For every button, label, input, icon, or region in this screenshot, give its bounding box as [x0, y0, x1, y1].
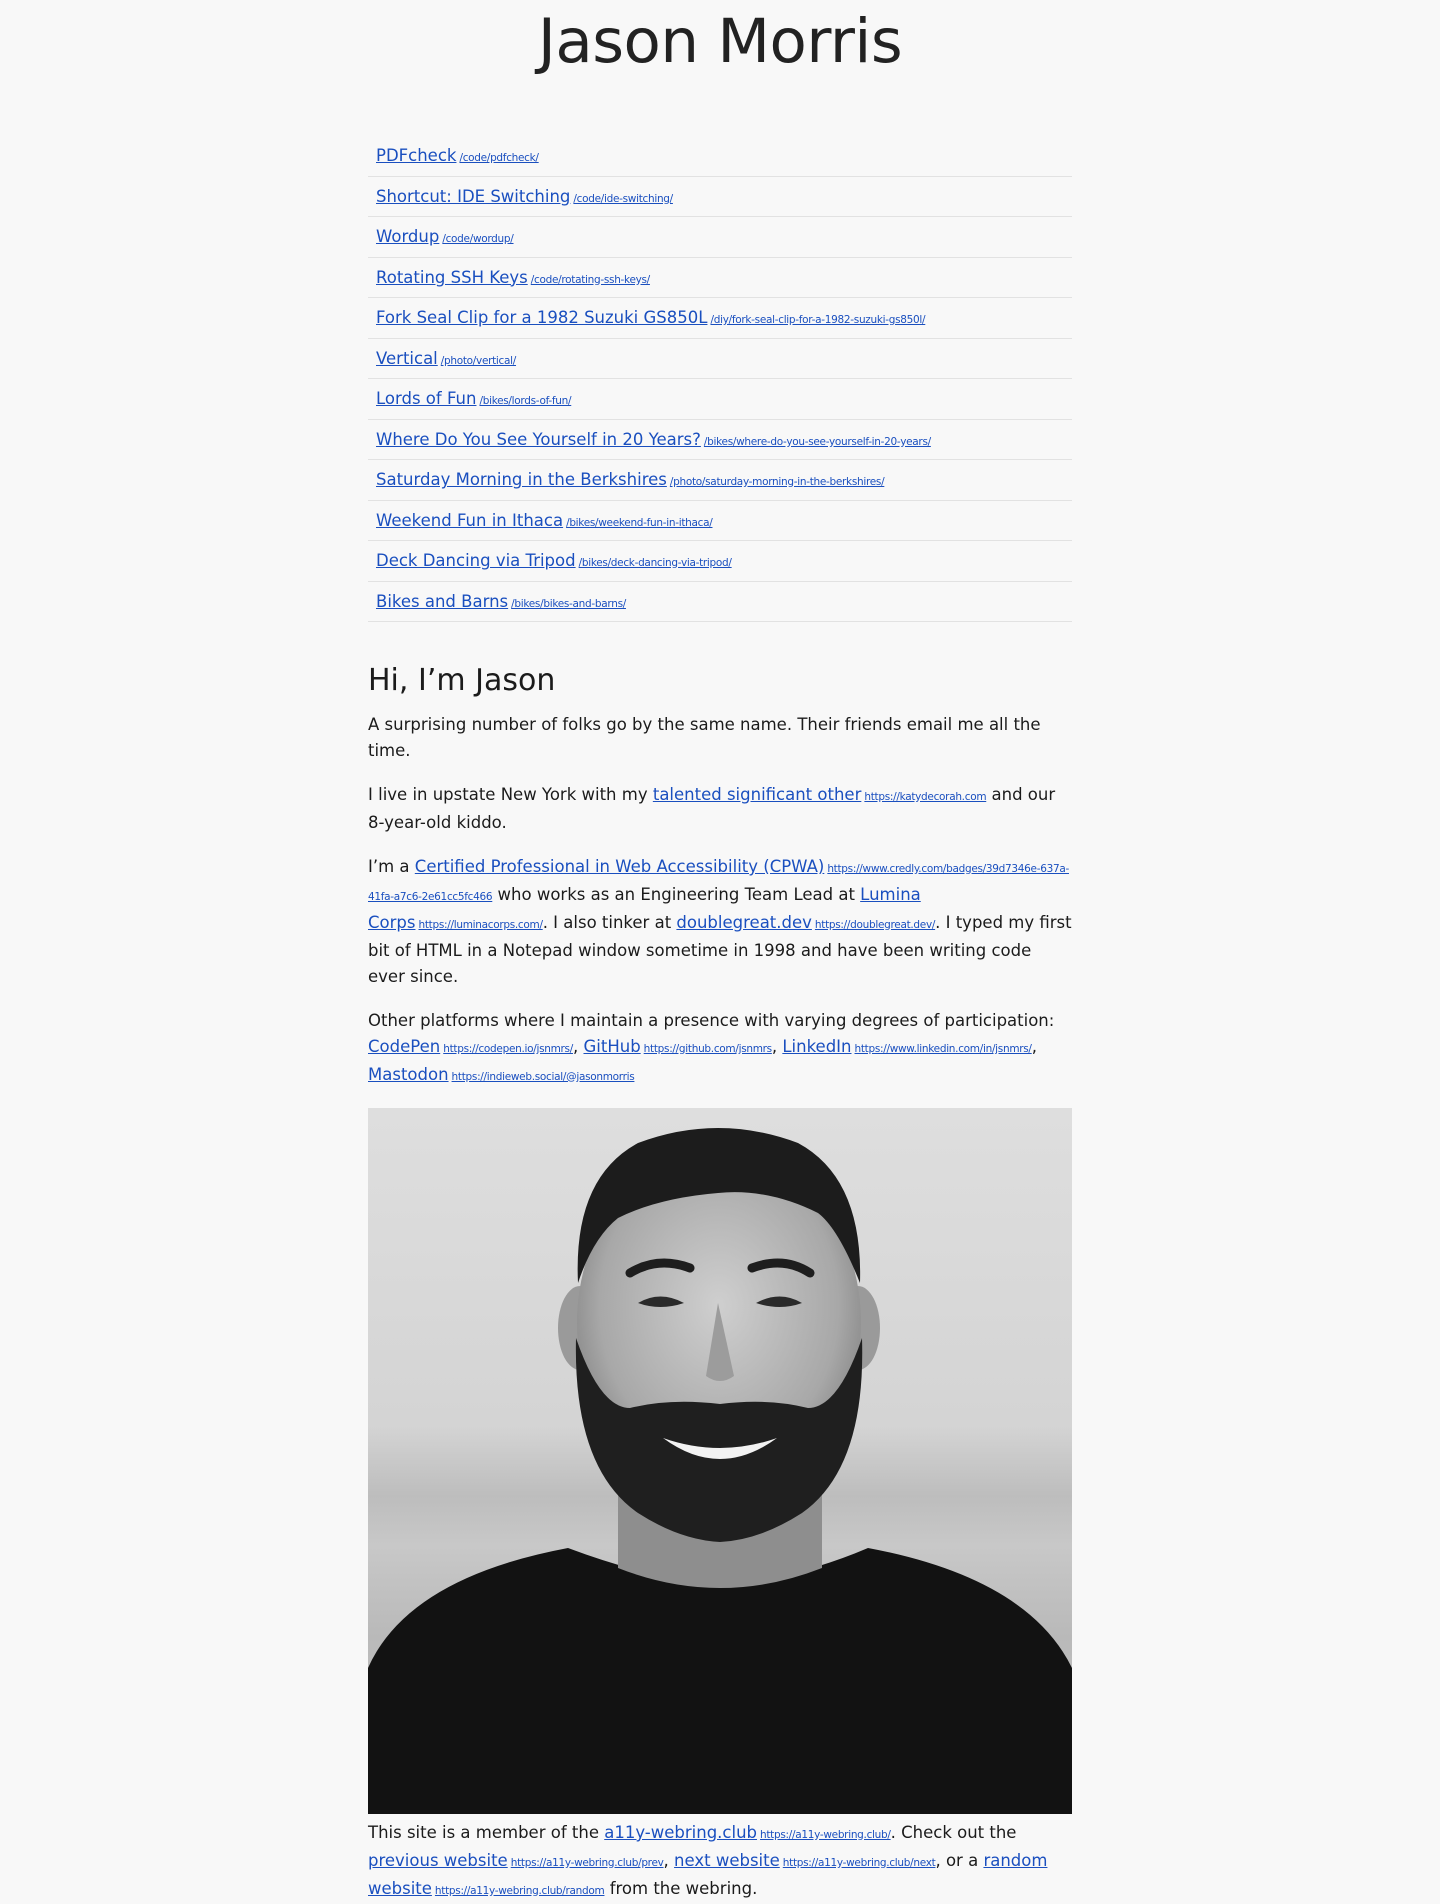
text: This site is a member of the: [368, 1823, 605, 1842]
link-text: talented significant other: [652, 785, 862, 804]
text: I’m a: [368, 857, 415, 876]
post-url: /bikes/lords-of-fun/: [479, 395, 572, 408]
post-link[interactable]: [376, 389, 571, 408]
post-url: /photo/saturday-morning-in-the-berkshires/: [669, 476, 885, 489]
post-url: /code/wordup/: [442, 233, 514, 246]
page: [368, 0, 1072, 1904]
post-link[interactable]: [376, 227, 514, 246]
intro-paragraph: A surprising number of folks go by the same name. Their friends email me all the time.: [368, 715, 1041, 760]
link-text: doublegreat.dev: [676, 913, 812, 932]
mastodon-link[interactable]: [368, 1065, 634, 1084]
link-text: CodePen: [368, 1037, 441, 1056]
text: who works as an Engineering Team Lead at: [492, 885, 861, 904]
post-link[interactable]: [376, 146, 539, 165]
text: . Check out the: [890, 1823, 1017, 1842]
github-link[interactable]: [583, 1037, 771, 1056]
post-url: /code/pdfcheck/: [459, 152, 539, 165]
post-url: /bikes/where-do-you-see-yourself-in-20-years/: [703, 435, 931, 448]
post-title: Weekend Fun in Ithaca: [376, 510, 564, 530]
link-url: https://a11y-webring.club/next: [782, 1857, 936, 1869]
list-item: [368, 258, 1072, 299]
post-title: Shortcut: IDE Switching: [376, 186, 571, 206]
list-item: [368, 136, 1072, 177]
link-text: Lumina Corps: [368, 885, 921, 932]
text: . I also tinker at: [542, 913, 677, 932]
post-title: Fork Seal Clip for a 1982 Suzuki GS850L: [376, 308, 708, 328]
post-url: /bikes/bikes-and-barns/: [511, 597, 626, 610]
previous-website-link[interactable]: [368, 1851, 664, 1870]
post-url: /diy/fork-seal-clip-for-a-1982-suzuki-gs850l/: [710, 314, 926, 327]
list-item: [368, 177, 1072, 218]
doublegreat-link[interactable]: [676, 913, 935, 932]
link-text: previous website: [368, 1851, 508, 1870]
link-url: https://luminacorps.com/: [418, 919, 543, 931]
list-item: [368, 217, 1072, 258]
post-list: [368, 136, 1072, 622]
post-title: Vertical: [376, 348, 438, 368]
link-text: random website: [368, 1851, 1048, 1898]
post-title: Rotating SSH Keys: [376, 267, 528, 287]
link-text: a11y-webring.club: [604, 1823, 758, 1842]
text: Other platforms where I maintain a presence with varying degrees of participation:: [368, 1011, 1055, 1030]
link-url: https://www.linkedin.com/in/jsnmrs/: [854, 1043, 1032, 1055]
post-title: PDFcheck: [376, 146, 457, 166]
site-title: Jason Morris: [537, 6, 903, 77]
separator: ,: [572, 1037, 584, 1056]
list-item: [368, 298, 1072, 339]
link-url: https://www.credly.com/badges/39d7346e-637a-41fa-a7c6-2e61cc5fc466: [368, 863, 1069, 903]
text: I live in upstate New York with my: [368, 785, 653, 804]
work-paragraph: [368, 854, 1072, 990]
list-item: [368, 339, 1072, 380]
post-link[interactable]: [376, 187, 673, 206]
post-url: /code/rotating-ssh-keys/: [530, 273, 650, 286]
post-url: /code/ide-switching/: [573, 192, 673, 205]
post-title: Deck Dancing via Tripod: [376, 551, 576, 571]
link-url: https://a11y-webring.club/random: [434, 1885, 605, 1897]
post-title: Lords of Fun: [376, 389, 477, 409]
list-item: [368, 501, 1072, 542]
text: ,: [663, 1851, 675, 1870]
codepen-link[interactable]: [368, 1037, 573, 1056]
link-text: next website: [674, 1851, 780, 1870]
post-link[interactable]: [376, 430, 931, 449]
link-url: https://indieweb.social/@jasonmorris: [451, 1071, 635, 1083]
platforms-paragraph: [368, 1008, 1072, 1090]
list-item: [368, 541, 1072, 582]
text: . I typed my first bit of HTML in a Notepad window sometime in 1998 and have been writing code ever since.: [368, 913, 1072, 986]
text: from the webring.: [604, 1879, 758, 1898]
partner-link[interactable]: [653, 785, 986, 804]
post-title: Where Do You See Yourself in 20 Years?: [376, 429, 701, 449]
portrait-photo: [368, 1108, 1072, 1814]
post-url: /bikes/deck-dancing-via-tripod/: [578, 557, 732, 570]
post-link[interactable]: [376, 551, 732, 570]
post-title: Bikes and Barns: [376, 591, 509, 611]
linkedin-link[interactable]: [782, 1037, 1031, 1056]
post-url: /bikes/weekend-fun-in-ithaca/: [566, 516, 713, 529]
link-url: https://a11y-webring.club/prev: [510, 1857, 664, 1869]
separator: ,: [1031, 1037, 1037, 1056]
text: , or a: [935, 1851, 984, 1870]
link-url: https://doublegreat.dev/: [814, 919, 936, 931]
list-item: [368, 379, 1072, 420]
webring-paragraph: [368, 1820, 1072, 1904]
link-url: https://github.com/jsnmrs: [643, 1043, 772, 1055]
post-link[interactable]: [376, 470, 884, 489]
webring-link[interactable]: [604, 1823, 890, 1842]
post-link[interactable]: [376, 308, 925, 327]
post-title: Saturday Morning in the Berkshires: [376, 470, 667, 490]
link-url: https://codepen.io/jsnmrs/: [443, 1043, 573, 1055]
link-url: https://katydecorah.com: [864, 791, 987, 803]
post-title: Wordup: [376, 227, 440, 247]
link-text: Mastodon: [368, 1065, 449, 1084]
post-link[interactable]: [376, 511, 712, 530]
link-url: https://a11y-webring.club/: [760, 1829, 891, 1841]
home-paragraph: [368, 782, 1072, 836]
separator: ,: [771, 1037, 783, 1056]
post-link[interactable]: [376, 592, 626, 611]
link-text: GitHub: [583, 1037, 641, 1056]
text: and our 8-year-old kiddo.: [368, 785, 1056, 832]
list-item: [368, 420, 1072, 461]
list-item: [368, 460, 1072, 501]
post-link[interactable]: [376, 268, 650, 287]
post-link[interactable]: [376, 349, 516, 368]
list-item: [368, 582, 1072, 623]
link-text: Certified Professional in Web Accessibility (CPWA): [414, 857, 825, 876]
next-website-link[interactable]: [674, 1851, 935, 1870]
link-text: LinkedIn: [782, 1037, 852, 1056]
intro-heading: Hi, I’m Jason: [368, 663, 556, 698]
post-url: /photo/vertical/: [440, 354, 517, 367]
